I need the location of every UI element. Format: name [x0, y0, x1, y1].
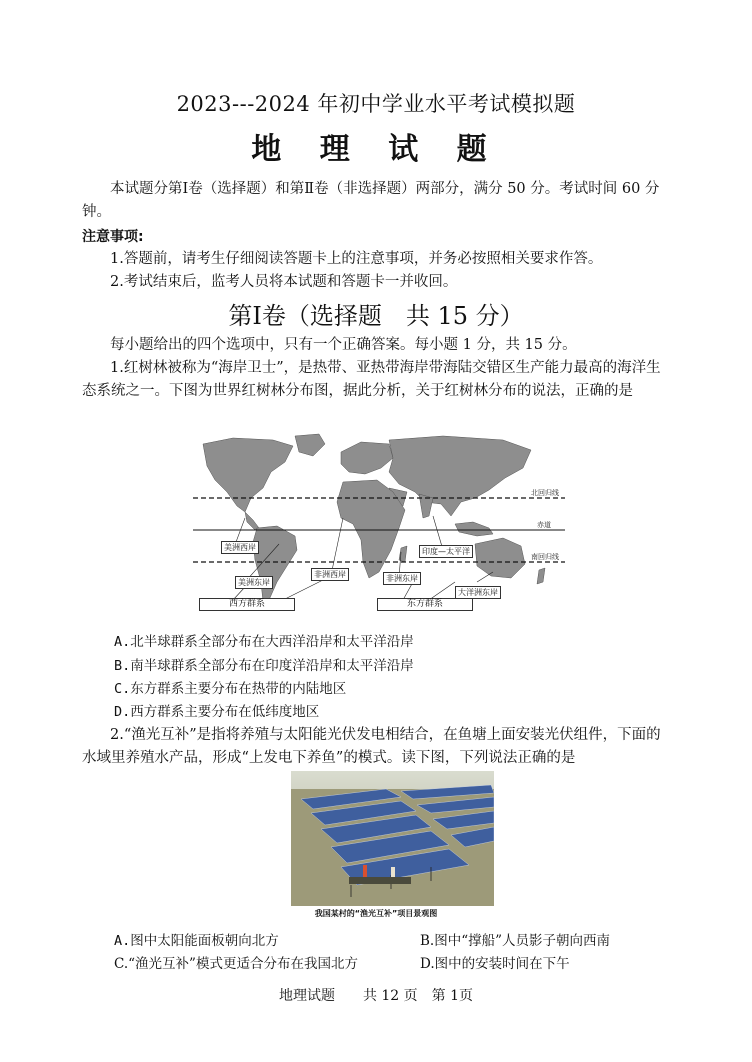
q1-option-d: D.西方群系主要分布在低纬度地区 — [114, 704, 320, 720]
solar-panel-image — [291, 771, 494, 906]
label-eastern-group: 东方群系 — [377, 598, 473, 611]
label-africa-east: 非洲东岸 — [383, 572, 421, 585]
photo-caption: 我国某村的“渔光互补”项目景观图 — [314, 909, 438, 918]
mangrove-world-map — [193, 432, 565, 622]
label-africa-west: 非洲西岸 — [311, 568, 349, 581]
page-footer: 地理试题 共 12 页 第 1页 — [278, 988, 474, 1004]
world-map-graphic — [193, 432, 565, 622]
tropic-of-capricorn-label: 南回归线 — [531, 553, 559, 561]
q2-option-c: C.“渔光互补”模式更适合分布在我国北方 — [114, 956, 358, 972]
note-1: 1.答题前，请考生仔细阅读答题卡上的注意事项，并务必按照相关要求作答。 — [110, 251, 603, 267]
label-indo-pacific: 印度—太平洋 — [419, 545, 473, 558]
subject-title: 地 理 试 题 — [251, 132, 501, 167]
equator-label: 赤道 — [537, 521, 551, 529]
q1-option-c: C.东方群系主要分布在热带的内陆地区 — [114, 681, 347, 697]
q2-option-b: B.图中“撑船”人员影子朝向西南 — [420, 933, 611, 949]
q2-option-a: A.图中太阳能面板朝向北方 — [114, 933, 279, 949]
notes-heading: 注意事项: — [82, 229, 144, 245]
label-oceania-east: 大洋洲东岸 — [455, 586, 501, 599]
question-1-stem: 1.红树林被称为“海岸卫士”，是热带、亚热带海岸带海陆交错区生产能力最高的海洋生态系统之一。下图为世界红树林分布图，据此分析，关于红树林分布的说法，正确的是 — [82, 360, 661, 399]
exam-title: 2023---2024 年初中学业水平考试模拟题 — [176, 92, 576, 116]
q1-option-a: A.北半球群系全部分布在大西洋沿岸和太平洋沿岸 — [114, 634, 414, 650]
section-instruction: 每小题给出的四个选项中，只有一个正确答案。每小题 1 分，共 15 分。 — [110, 337, 577, 353]
section-title: 第Ⅰ卷（选择题 共 15 分） — [228, 302, 524, 330]
solar-fishpond-photo — [291, 771, 494, 906]
q2-option-d: D.图中的安装时间在下午 — [420, 956, 570, 972]
tropic-of-cancer-label: 北回归线 — [531, 489, 559, 497]
label-americas-east: 美洲东岸 — [235, 576, 273, 589]
label-western-group: 西方群系 — [199, 598, 295, 611]
label-americas-west: 美洲西岸 — [221, 541, 259, 554]
question-2-stem: 2.“渔光互补”是指将养殖与太阳能光伏发电相结合，在鱼塘上面安装光伏组件，下面的水域里养殖水产品，形成“上发电下养鱼”的模式。读下图，下列说法正确的是 — [82, 727, 661, 766]
note-2: 2.考试结束后，监考人员将本试题和答题卡一并收回。 — [110, 274, 458, 290]
intro-text: 本试题分第Ⅰ卷（选择题）和第Ⅱ卷（非选择题）两部分，满分 50 分。考试时间 60 分钟。 — [82, 181, 660, 220]
q1-option-b: B.南半球群系全部分布在印度洋沿岸和太平洋沿岸 — [114, 658, 414, 674]
